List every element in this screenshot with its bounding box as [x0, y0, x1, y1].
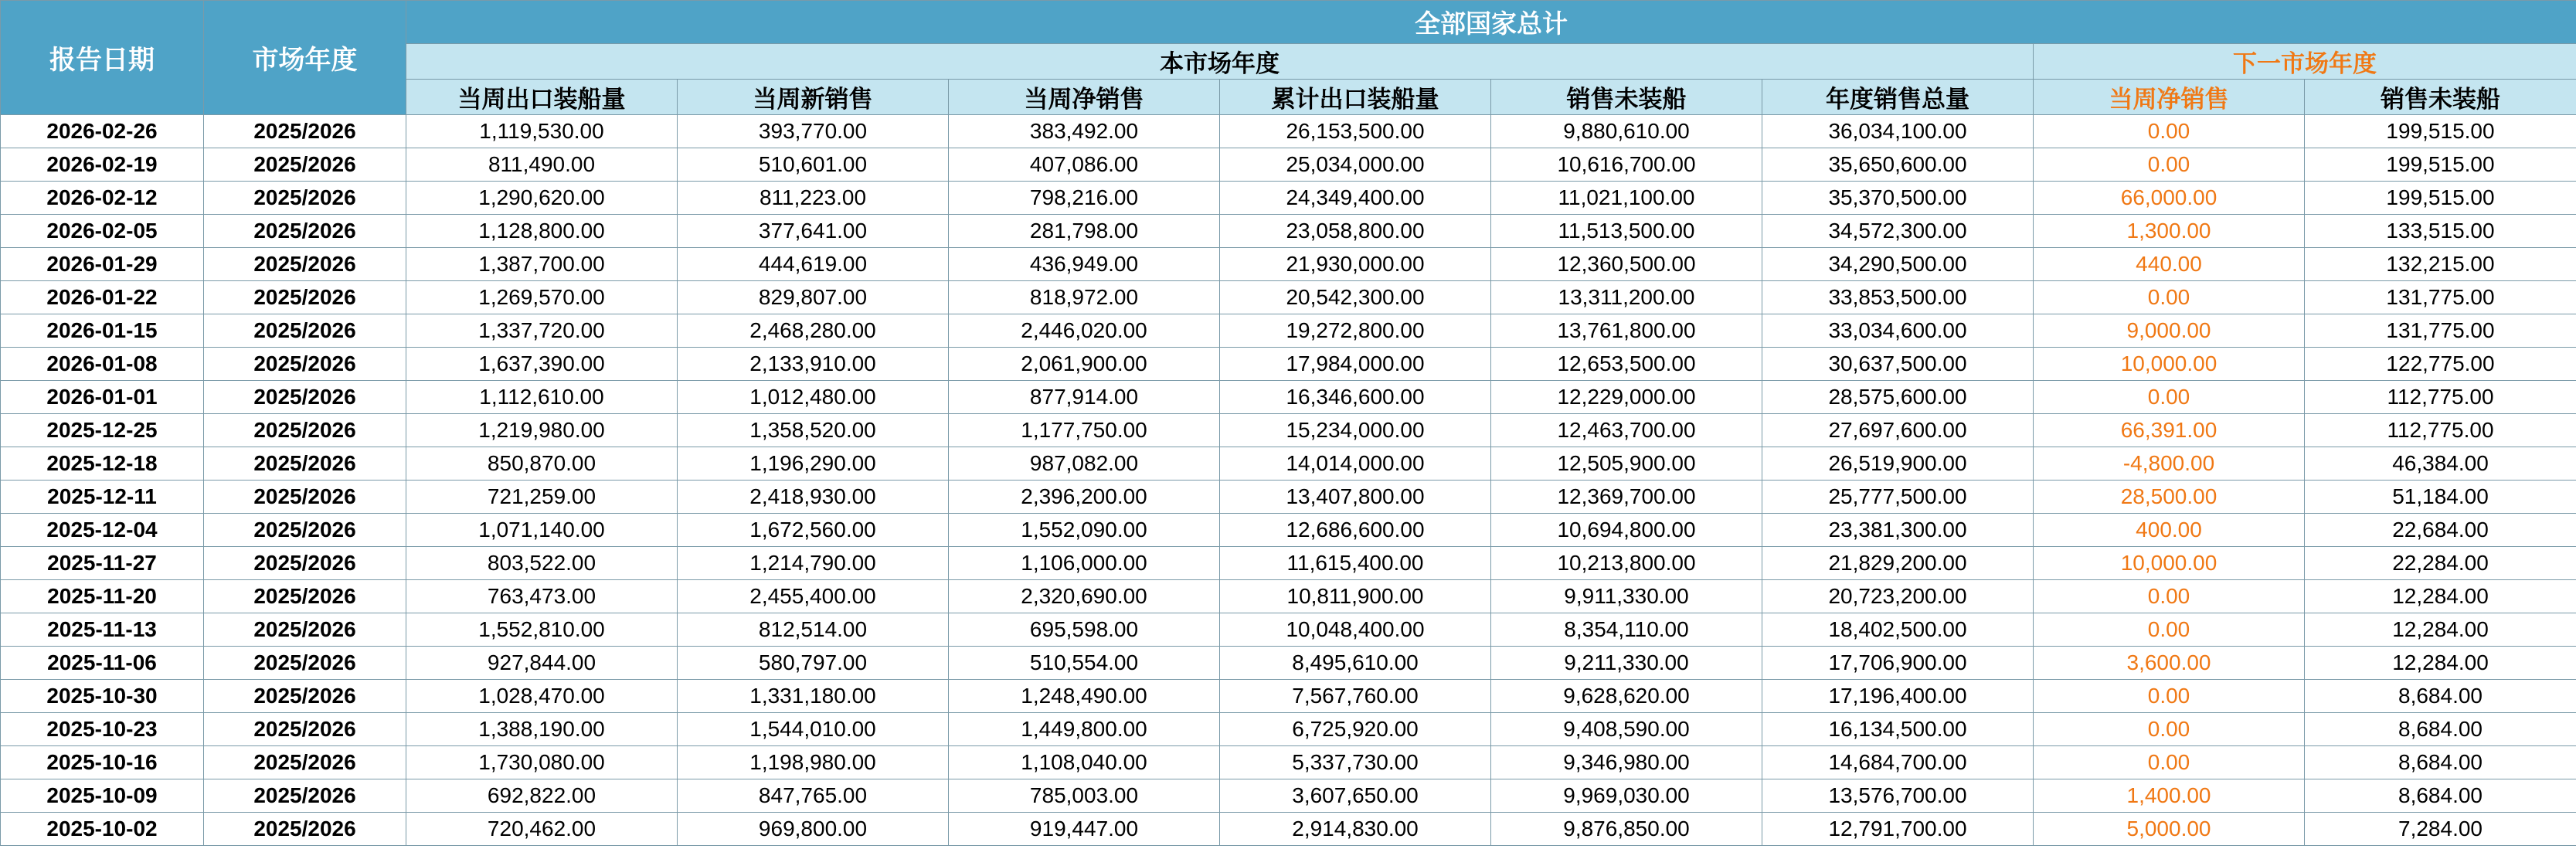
cell-market-year: 2025/2026 — [204, 813, 406, 846]
cell-weekly-exports: 1,387,700.00 — [406, 248, 678, 281]
cell-report-date: 2025-11-20 — [1, 580, 204, 613]
cell-next-outstanding: 12,284.00 — [2305, 580, 2576, 613]
cell-weekly-exports: 1,028,470.00 — [406, 680, 678, 713]
cell-outstanding-sales: 10,616,700.00 — [1491, 148, 1762, 182]
cell-total-commitments: 28,575,600.00 — [1762, 381, 2034, 414]
cell-next-outstanding: 122,775.00 — [2305, 348, 2576, 381]
cell-weekly-exports: 692,822.00 — [406, 779, 678, 813]
table-row — [1, 481, 2576, 514]
cell-next-net-sales: 0.00 — [2034, 713, 2305, 746]
cell-outstanding-sales: 13,311,200.00 — [1491, 281, 1762, 314]
cell-market-year: 2025/2026 — [204, 481, 406, 514]
cell-total-commitments: 12,791,700.00 — [1762, 813, 2034, 846]
cell-weekly-exports: 1,730,080.00 — [406, 746, 678, 779]
cell-market-year: 2025/2026 — [204, 115, 406, 148]
cell-next-outstanding: 112,775.00 — [2305, 414, 2576, 447]
cell-weekly-exports: 1,388,190.00 — [406, 713, 678, 746]
header-weekly-new-sales: 当周新销售 — [678, 80, 949, 115]
cell-outstanding-sales: 9,911,330.00 — [1491, 580, 1762, 613]
cell-next-net-sales: 0.00 — [2034, 381, 2305, 414]
header-next-net-sales: 当周净销售 — [2034, 80, 2305, 115]
header-total-commitments: 年度销售总量 — [1762, 80, 2034, 115]
header-weekly-net-sales: 当周净销售 — [949, 80, 1220, 115]
table-body — [1, 115, 2576, 846]
cell-report-date: 2025-10-16 — [1, 746, 204, 779]
cell-report-date: 2026-02-05 — [1, 215, 204, 248]
cell-weekly-new-sales: 1,214,790.00 — [678, 547, 949, 580]
cell-total-commitments: 25,777,500.00 — [1762, 481, 2034, 514]
cell-market-year: 2025/2026 — [204, 713, 406, 746]
cell-market-year: 2025/2026 — [204, 680, 406, 713]
cell-total-commitments: 18,402,500.00 — [1762, 613, 2034, 647]
cell-next-net-sales: 10,000.00 — [2034, 547, 2305, 580]
cell-outstanding-sales: 12,360,500.00 — [1491, 248, 1762, 281]
cell-total-commitments: 35,370,500.00 — [1762, 182, 2034, 215]
cell-weekly-exports: 1,219,980.00 — [406, 414, 678, 447]
table-row — [1, 514, 2576, 547]
cell-weekly-exports: 1,290,620.00 — [406, 182, 678, 215]
cell-weekly-new-sales: 510,601.00 — [678, 148, 949, 182]
table-row — [1, 680, 2576, 713]
cell-outstanding-sales: 12,463,700.00 — [1491, 414, 1762, 447]
cell-weekly-new-sales: 829,807.00 — [678, 281, 949, 314]
cell-weekly-exports: 927,844.00 — [406, 647, 678, 680]
cell-cumulative-exports: 14,014,000.00 — [1220, 447, 1491, 481]
cell-market-year: 2025/2026 — [204, 447, 406, 481]
cell-cumulative-exports: 13,407,800.00 — [1220, 481, 1491, 514]
table-row — [1, 613, 2576, 647]
cell-weekly-new-sales: 969,800.00 — [678, 813, 949, 846]
cell-weekly-exports: 763,473.00 — [406, 580, 678, 613]
cell-next-outstanding: 131,775.00 — [2305, 314, 2576, 348]
cell-cumulative-exports: 3,607,650.00 — [1220, 779, 1491, 813]
cell-next-net-sales: 0.00 — [2034, 281, 2305, 314]
cell-weekly-net-sales: 510,554.00 — [949, 647, 1220, 680]
cell-weekly-net-sales: 2,396,200.00 — [949, 481, 1220, 514]
header-report-date: 报告日期 — [1, 1, 204, 115]
cell-market-year: 2025/2026 — [204, 314, 406, 348]
header-all-countries: 全部国家总计 — [406, 1, 2576, 44]
cell-total-commitments: 14,684,700.00 — [1762, 746, 2034, 779]
cell-weekly-new-sales: 1,544,010.00 — [678, 713, 949, 746]
cell-outstanding-sales: 10,694,800.00 — [1491, 514, 1762, 547]
cell-next-net-sales: 9,000.00 — [2034, 314, 2305, 348]
cell-report-date: 2025-10-30 — [1, 680, 204, 713]
cell-report-date: 2025-11-27 — [1, 547, 204, 580]
cell-next-outstanding: 199,515.00 — [2305, 115, 2576, 148]
cell-next-net-sales: 0.00 — [2034, 115, 2305, 148]
cell-next-net-sales: 66,000.00 — [2034, 182, 2305, 215]
cell-weekly-net-sales: 785,003.00 — [949, 779, 1220, 813]
cell-next-net-sales: 400.00 — [2034, 514, 2305, 547]
cell-total-commitments: 23,381,300.00 — [1762, 514, 2034, 547]
cell-weekly-net-sales: 798,216.00 — [949, 182, 1220, 215]
cell-market-year: 2025/2026 — [204, 381, 406, 414]
cell-outstanding-sales: 12,229,000.00 — [1491, 381, 1762, 414]
cell-weekly-new-sales: 1,672,560.00 — [678, 514, 949, 547]
cell-next-net-sales: 3,600.00 — [2034, 647, 2305, 680]
cell-outstanding-sales: 9,628,620.00 — [1491, 680, 1762, 713]
table-row — [1, 813, 2576, 846]
cell-cumulative-exports: 6,725,920.00 — [1220, 713, 1491, 746]
cell-total-commitments: 33,853,500.00 — [1762, 281, 2034, 314]
cell-outstanding-sales: 9,346,980.00 — [1491, 746, 1762, 779]
cell-next-net-sales: 5,000.00 — [2034, 813, 2305, 846]
cell-weekly-exports: 811,490.00 — [406, 148, 678, 182]
cell-market-year: 2025/2026 — [204, 348, 406, 381]
header-weekly-exports: 当周出口装船量 — [406, 80, 678, 115]
cell-report-date: 2025-12-04 — [1, 514, 204, 547]
cell-cumulative-exports: 2,914,830.00 — [1220, 813, 1491, 846]
cell-total-commitments: 34,290,500.00 — [1762, 248, 2034, 281]
table-row — [1, 547, 2576, 580]
cell-total-commitments: 27,697,600.00 — [1762, 414, 2034, 447]
cell-next-net-sales: 0.00 — [2034, 580, 2305, 613]
cell-weekly-net-sales: 919,447.00 — [949, 813, 1220, 846]
table-row — [1, 348, 2576, 381]
cell-outstanding-sales: 13,761,800.00 — [1491, 314, 1762, 348]
header-next-market-year: 下一市场年度 — [2034, 44, 2576, 80]
cell-total-commitments: 17,706,900.00 — [1762, 647, 2034, 680]
cell-cumulative-exports: 16,346,600.00 — [1220, 381, 1491, 414]
cell-weekly-new-sales: 393,770.00 — [678, 115, 949, 148]
cell-market-year: 2025/2026 — [204, 182, 406, 215]
cell-next-outstanding: 112,775.00 — [2305, 381, 2576, 414]
cell-next-net-sales: 28,500.00 — [2034, 481, 2305, 514]
cell-total-commitments: 34,572,300.00 — [1762, 215, 2034, 248]
cell-cumulative-exports: 10,811,900.00 — [1220, 580, 1491, 613]
table-row — [1, 281, 2576, 314]
cell-market-year: 2025/2026 — [204, 215, 406, 248]
cell-outstanding-sales: 9,969,030.00 — [1491, 779, 1762, 813]
cell-market-year: 2025/2026 — [204, 414, 406, 447]
cell-next-net-sales: 0.00 — [2034, 680, 2305, 713]
cell-next-outstanding: 46,384.00 — [2305, 447, 2576, 481]
cell-outstanding-sales: 8,354,110.00 — [1491, 613, 1762, 647]
cell-weekly-net-sales: 281,798.00 — [949, 215, 1220, 248]
header-market-year: 市场年度 — [204, 1, 406, 115]
cell-report-date: 2026-01-08 — [1, 348, 204, 381]
cell-next-net-sales: 66,391.00 — [2034, 414, 2305, 447]
cell-cumulative-exports: 25,034,000.00 — [1220, 148, 1491, 182]
cell-next-net-sales: 1,400.00 — [2034, 779, 2305, 813]
cell-total-commitments: 35,650,600.00 — [1762, 148, 2034, 182]
cell-report-date: 2025-10-02 — [1, 813, 204, 846]
cell-cumulative-exports: 26,153,500.00 — [1220, 115, 1491, 148]
cell-next-outstanding: 8,684.00 — [2305, 713, 2576, 746]
cell-next-outstanding: 22,684.00 — [2305, 514, 2576, 547]
cell-cumulative-exports: 5,337,730.00 — [1220, 746, 1491, 779]
cell-weekly-net-sales: 2,061,900.00 — [949, 348, 1220, 381]
cell-weekly-exports: 1,119,530.00 — [406, 115, 678, 148]
cell-cumulative-exports: 11,615,400.00 — [1220, 547, 1491, 580]
cell-weekly-new-sales: 1,012,480.00 — [678, 381, 949, 414]
cell-next-net-sales: 0.00 — [2034, 613, 2305, 647]
table-row — [1, 713, 2576, 746]
cell-total-commitments: 13,576,700.00 — [1762, 779, 2034, 813]
cell-cumulative-exports: 15,234,000.00 — [1220, 414, 1491, 447]
cell-weekly-net-sales: 1,248,490.00 — [949, 680, 1220, 713]
cell-total-commitments: 17,196,400.00 — [1762, 680, 2034, 713]
cell-weekly-net-sales: 383,492.00 — [949, 115, 1220, 148]
cell-weekly-new-sales: 847,765.00 — [678, 779, 949, 813]
cell-outstanding-sales: 9,876,850.00 — [1491, 813, 1762, 846]
table-row — [1, 215, 2576, 248]
cell-outstanding-sales: 9,211,330.00 — [1491, 647, 1762, 680]
cell-market-year: 2025/2026 — [204, 547, 406, 580]
cell-weekly-new-sales: 812,514.00 — [678, 613, 949, 647]
cell-report-date: 2026-01-29 — [1, 248, 204, 281]
header-this-market-year: 本市场年度 — [406, 44, 2034, 80]
cell-cumulative-exports: 19,272,800.00 — [1220, 314, 1491, 348]
table-row — [1, 779, 2576, 813]
table-row — [1, 447, 2576, 481]
cell-next-outstanding: 8,684.00 — [2305, 680, 2576, 713]
cell-weekly-new-sales: 1,358,520.00 — [678, 414, 949, 447]
cell-outstanding-sales: 12,653,500.00 — [1491, 348, 1762, 381]
header-outstanding-sales: 销售未装船 — [1491, 80, 1762, 115]
cell-weekly-new-sales: 444,619.00 — [678, 248, 949, 281]
cell-next-net-sales: 0.00 — [2034, 148, 2305, 182]
table-row — [1, 647, 2576, 680]
cell-market-year: 2025/2026 — [204, 281, 406, 314]
cell-outstanding-sales: 11,021,100.00 — [1491, 182, 1762, 215]
cell-report-date: 2025-10-23 — [1, 713, 204, 746]
table-row — [1, 414, 2576, 447]
table-row — [1, 182, 2576, 215]
cell-weekly-exports: 850,870.00 — [406, 447, 678, 481]
cell-next-outstanding: 131,775.00 — [2305, 281, 2576, 314]
cell-report-date: 2025-12-11 — [1, 481, 204, 514]
cell-cumulative-exports: 24,349,400.00 — [1220, 182, 1491, 215]
cell-weekly-exports: 1,552,810.00 — [406, 613, 678, 647]
cell-report-date: 2026-01-15 — [1, 314, 204, 348]
cell-report-date: 2026-01-01 — [1, 381, 204, 414]
cell-total-commitments: 26,519,900.00 — [1762, 447, 2034, 481]
cell-outstanding-sales: 12,505,900.00 — [1491, 447, 1762, 481]
cell-market-year: 2025/2026 — [204, 647, 406, 680]
cell-report-date: 2025-12-18 — [1, 447, 204, 481]
cell-market-year: 2025/2026 — [204, 248, 406, 281]
cell-weekly-net-sales: 1,106,000.00 — [949, 547, 1220, 580]
cell-cumulative-exports: 21,930,000.00 — [1220, 248, 1491, 281]
cell-next-outstanding: 132,215.00 — [2305, 248, 2576, 281]
cell-next-net-sales: 10,000.00 — [2034, 348, 2305, 381]
table-row — [1, 115, 2576, 148]
cell-weekly-net-sales: 818,972.00 — [949, 281, 1220, 314]
table-row — [1, 314, 2576, 348]
cell-weekly-net-sales: 1,449,800.00 — [949, 713, 1220, 746]
cell-weekly-new-sales: 2,468,280.00 — [678, 314, 949, 348]
cell-next-outstanding: 51,184.00 — [2305, 481, 2576, 514]
cell-cumulative-exports: 17,984,000.00 — [1220, 348, 1491, 381]
cell-weekly-exports: 1,112,610.00 — [406, 381, 678, 414]
cell-weekly-exports: 1,071,140.00 — [406, 514, 678, 547]
cell-next-outstanding: 133,515.00 — [2305, 215, 2576, 248]
cell-cumulative-exports: 7,567,760.00 — [1220, 680, 1491, 713]
cell-report-date: 2025-10-09 — [1, 779, 204, 813]
cell-market-year: 2025/2026 — [204, 580, 406, 613]
cell-report-date: 2026-02-19 — [1, 148, 204, 182]
cell-weekly-new-sales: 2,133,910.00 — [678, 348, 949, 381]
cell-weekly-new-sales: 377,641.00 — [678, 215, 949, 248]
cell-next-outstanding: 8,684.00 — [2305, 746, 2576, 779]
cell-weekly-net-sales: 2,320,690.00 — [949, 580, 1220, 613]
cell-weekly-net-sales: 1,177,750.00 — [949, 414, 1220, 447]
cell-weekly-exports: 721,259.00 — [406, 481, 678, 514]
cell-next-net-sales: -4,800.00 — [2034, 447, 2305, 481]
cell-market-year: 2025/2026 — [204, 514, 406, 547]
cell-weekly-net-sales: 2,446,020.00 — [949, 314, 1220, 348]
cell-next-outstanding: 12,284.00 — [2305, 613, 2576, 647]
cell-market-year: 2025/2026 — [204, 613, 406, 647]
cell-next-outstanding: 199,515.00 — [2305, 182, 2576, 215]
cell-report-date: 2025-11-13 — [1, 613, 204, 647]
cell-total-commitments: 20,723,200.00 — [1762, 580, 2034, 613]
cell-weekly-net-sales: 695,598.00 — [949, 613, 1220, 647]
cell-next-outstanding: 12,284.00 — [2305, 647, 2576, 680]
cell-cumulative-exports: 23,058,800.00 — [1220, 215, 1491, 248]
cell-outstanding-sales: 12,369,700.00 — [1491, 481, 1762, 514]
cell-weekly-exports: 1,637,390.00 — [406, 348, 678, 381]
cell-next-net-sales: 1,300.00 — [2034, 215, 2305, 248]
cell-weekly-new-sales: 811,223.00 — [678, 182, 949, 215]
cell-next-outstanding: 7,284.00 — [2305, 813, 2576, 846]
cell-cumulative-exports: 8,495,610.00 — [1220, 647, 1491, 680]
cell-next-net-sales: 440.00 — [2034, 248, 2305, 281]
cell-weekly-new-sales: 1,196,290.00 — [678, 447, 949, 481]
cell-outstanding-sales: 9,880,610.00 — [1491, 115, 1762, 148]
cell-total-commitments: 16,134,500.00 — [1762, 713, 2034, 746]
table-row — [1, 381, 2576, 414]
cell-cumulative-exports: 20,542,300.00 — [1220, 281, 1491, 314]
cell-cumulative-exports: 10,048,400.00 — [1220, 613, 1491, 647]
cell-weekly-exports: 1,337,720.00 — [406, 314, 678, 348]
cell-outstanding-sales: 9,408,590.00 — [1491, 713, 1762, 746]
cell-weekly-new-sales: 2,455,400.00 — [678, 580, 949, 613]
cell-next-outstanding: 8,684.00 — [2305, 779, 2576, 813]
cell-weekly-exports: 720,462.00 — [406, 813, 678, 846]
cell-next-net-sales: 0.00 — [2034, 746, 2305, 779]
cell-weekly-net-sales: 1,108,040.00 — [949, 746, 1220, 779]
table-row — [1, 580, 2576, 613]
cell-report-date: 2025-11-06 — [1, 647, 204, 680]
cell-outstanding-sales: 11,513,500.00 — [1491, 215, 1762, 248]
cell-weekly-new-sales: 2,418,930.00 — [678, 481, 949, 514]
cell-weekly-net-sales: 436,949.00 — [949, 248, 1220, 281]
cell-weekly-new-sales: 580,797.00 — [678, 647, 949, 680]
cell-report-date: 2026-01-22 — [1, 281, 204, 314]
header-next-outstanding: 销售未装船 — [2305, 80, 2576, 115]
table-row — [1, 148, 2576, 182]
cell-weekly-net-sales: 987,082.00 — [949, 447, 1220, 481]
table-row — [1, 248, 2576, 281]
cell-weekly-exports: 1,128,800.00 — [406, 215, 678, 248]
cell-market-year: 2025/2026 — [204, 148, 406, 182]
cell-weekly-exports: 803,522.00 — [406, 547, 678, 580]
cell-total-commitments: 30,637,500.00 — [1762, 348, 2034, 381]
cell-cumulative-exports: 12,686,600.00 — [1220, 514, 1491, 547]
cell-market-year: 2025/2026 — [204, 779, 406, 813]
cell-market-year: 2025/2026 — [204, 746, 406, 779]
cell-next-outstanding: 22,284.00 — [2305, 547, 2576, 580]
header-cumulative-exports: 累计出口装船量 — [1220, 80, 1491, 115]
cell-report-date: 2025-12-25 — [1, 414, 204, 447]
cell-weekly-net-sales: 877,914.00 — [949, 381, 1220, 414]
cell-total-commitments: 21,829,200.00 — [1762, 547, 2034, 580]
cell-weekly-net-sales: 407,086.00 — [949, 148, 1220, 182]
cell-weekly-exports: 1,269,570.00 — [406, 281, 678, 314]
cell-report-date: 2026-02-12 — [1, 182, 204, 215]
cell-total-commitments: 36,034,100.00 — [1762, 115, 2034, 148]
table-row — [1, 746, 2576, 779]
cell-outstanding-sales: 10,213,800.00 — [1491, 547, 1762, 580]
cell-weekly-new-sales: 1,198,980.00 — [678, 746, 949, 779]
cell-weekly-net-sales: 1,552,090.00 — [949, 514, 1220, 547]
cell-total-commitments: 33,034,600.00 — [1762, 314, 2034, 348]
cell-weekly-new-sales: 1,331,180.00 — [678, 680, 949, 713]
cell-report-date: 2026-02-26 — [1, 115, 204, 148]
cell-next-outstanding: 199,515.00 — [2305, 148, 2576, 182]
